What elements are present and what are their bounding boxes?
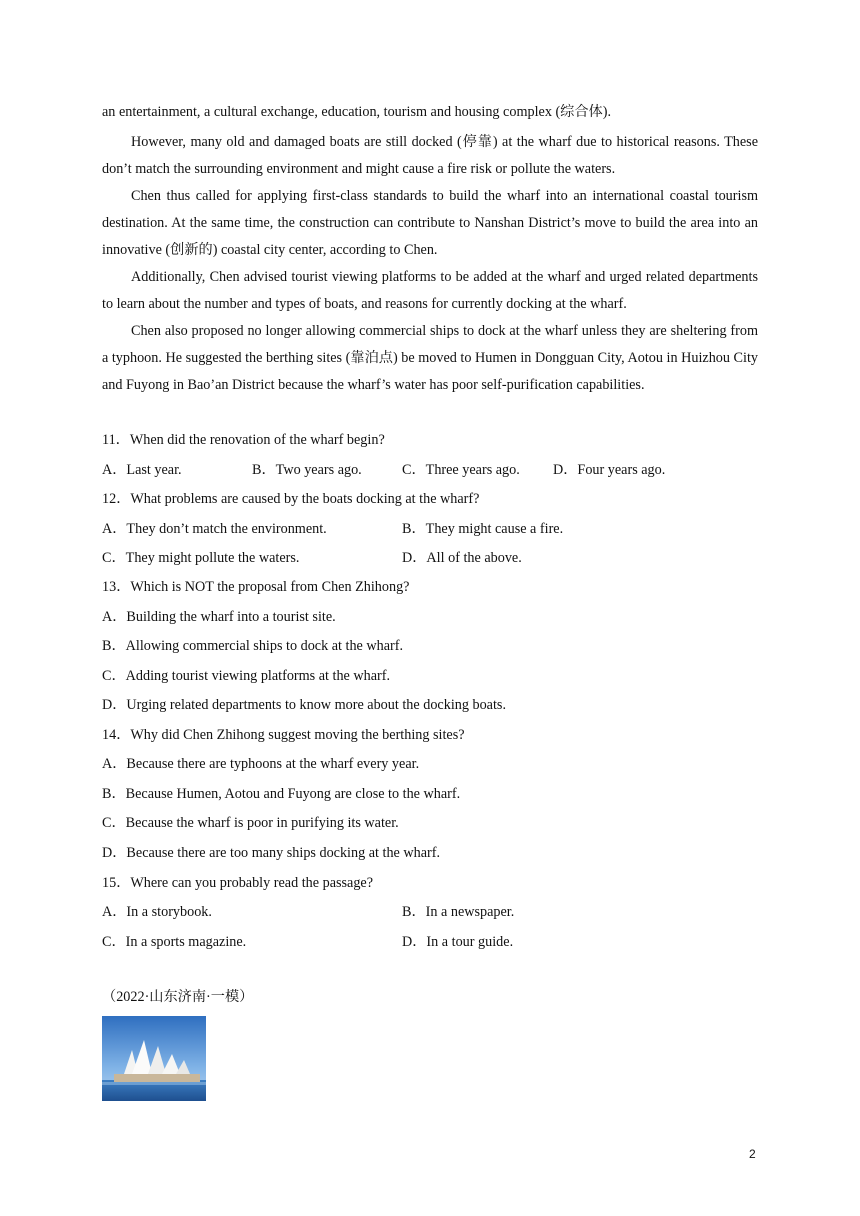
question-stem: 11．When did the renovation of the wharf begin? bbox=[102, 432, 385, 448]
page-number: 2 bbox=[749, 1147, 756, 1161]
option-d: D．Urging related departments to know more about the docking boats. bbox=[102, 697, 506, 713]
option-b: B．Because Humen, Aotou and Fuyong are close to the wharf. bbox=[102, 786, 461, 802]
question-stem: 13．Which is NOT the proposal from Chen Zhihong? bbox=[102, 579, 410, 595]
option-c: C．Adding tourist viewing platforms at the wharf. bbox=[102, 668, 391, 684]
opera-house-photo bbox=[102, 1016, 206, 1101]
option-b: B．Allowing commercial ships to dock at the wharf. bbox=[102, 638, 404, 654]
option-c: C．Because the wharf is poor in purifying its water. bbox=[102, 815, 399, 831]
option-d: D．All of the above. bbox=[402, 550, 522, 566]
option-d: D．Because there are too many ships docking at the wharf. bbox=[102, 845, 441, 861]
option-a: A．Because there are typhoons at the wharf every year. bbox=[102, 756, 420, 772]
option-row bbox=[102, 932, 758, 952]
question-stem: 14．Why did Chen Zhihong suggest moving the berthing sites? bbox=[102, 727, 465, 743]
option-a: A．In a storybook. bbox=[102, 904, 212, 920]
option-d: D．Four years ago. bbox=[553, 462, 666, 478]
option-c: C．They might pollute the waters. bbox=[102, 550, 300, 566]
passage-paragraph: Additionally, Chen advised tourist viewing platforms to be added at the wharf and urged related departments to learn about the number and types of boats, and reasons for currently docking at the wharf. bbox=[102, 269, 758, 312]
passage-paragraph: Chen also proposed no longer allowing commercial ships to dock at the wharf unless they are sheltering from a typhoon. He suggested the berthing sites (靠泊点) be moved to Humen in Dongguan City, Aotou in Huizhou City and Fuyong in Bao’an District because the wharf’s water has poor self-purification capabilities. bbox=[102, 323, 758, 393]
question-stem: 15．Where can you probably read the passage? bbox=[102, 875, 374, 891]
option-row bbox=[102, 902, 758, 922]
source-label: （2022·山东济南·一模） bbox=[102, 989, 254, 1005]
option-a: A．They don’t match the environment. bbox=[102, 521, 327, 537]
option-b: B．In a newspaper. bbox=[402, 904, 515, 920]
option-a: A．Building the wharf into a tourist site. bbox=[102, 609, 336, 625]
option-row bbox=[102, 460, 758, 480]
option-c: C．Three years ago. bbox=[402, 462, 520, 478]
question-stem: 12．What problems are caused by the boats docking at the wharf? bbox=[102, 491, 480, 507]
option-row bbox=[102, 519, 758, 539]
option-c: C．In a sports magazine. bbox=[102, 934, 247, 950]
passage-paragraph: However, many old and damaged boats are still docked (停靠) at the wharf due to historical reasons. These don’t match the surrounding environment and might cause a fire risk or pollute the waters. bbox=[102, 134, 758, 177]
option-a: A．Last year. bbox=[102, 462, 182, 478]
option-row bbox=[102, 548, 758, 568]
option-b: B．They might cause a fire. bbox=[402, 521, 564, 537]
passage-paragraph: Chen thus called for applying first-class standards to build the wharf into an international coastal tourism destination. At the same time, the construction can contribute to Nanshan District’s move to build the area into an innovative (创新的) coastal city center, according to Chen. bbox=[102, 188, 758, 258]
option-d: D．In a tour guide. bbox=[402, 934, 514, 950]
passage-paragraph: an entertainment, a cultural exchange, education, tourism and housing complex (综合体). bbox=[102, 104, 612, 120]
option-b: B．Two years ago. bbox=[252, 462, 362, 478]
